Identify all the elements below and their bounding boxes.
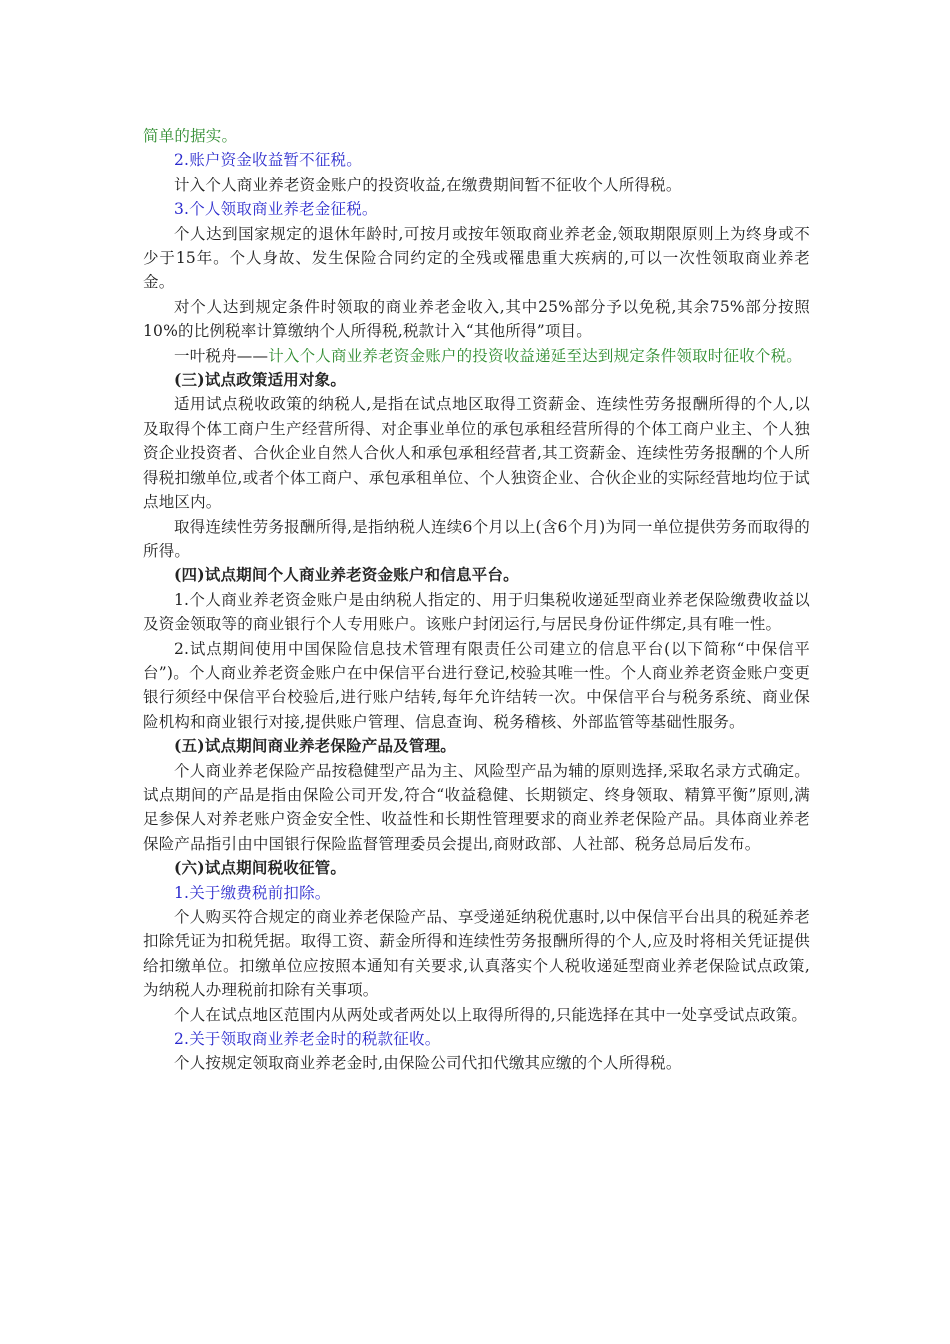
paragraph-5: 个人达到国家规定的退休年龄时,可按月或按年领取商业养老金,领取期限原则上为终身或不少于15年。个人身故、发生保险合同约定的全残或罹患重大疾病的,可以一次性领取商业养老金。 (143, 224, 810, 292)
paragraph-10: 取得连续性劳务报酬所得,是指纳税人连续6个月以上(含6个月)为同一单位提供劳务而取得的所得。 (143, 517, 810, 560)
paragraph-3: 计入个人商业养老资金账户的投资收益,在缴费期间暂不征收个人所得税。 (174, 175, 682, 194)
section-heading-3: (三)试点政策适用对象。 (174, 370, 347, 390)
section-heading-5: (五)试点期间商业养老保险产品及管理。 (174, 736, 456, 756)
subheading-pre-tax-deduction: 1.关于缴费税前扣除。 (174, 883, 331, 902)
subheading-pension-tax: 3.个人领取商业养老金征税。 (174, 200, 378, 219)
paragraph-7 (143, 344, 810, 368)
paragraph-13: 2.试点期间使用中国保险信息技术管理有限责任公司建立的信息平台(以下简称“中保信平台”)。个人商业养老资金账户在中保信平台进行登记,校验其唯一性。个人商业养老资金账户变更银行须经中保信平台校验后,进行账户结转,每年允许结转一次。中保信平台与税务系统、商业保险机构和商业银行对接,提供账户管理、信息查询、税务稽核、外部监管等基础性服务。 (143, 639, 810, 731)
tip-prefix: 一叶税舟—— (174, 346, 269, 365)
paragraph-21: 个人按规定领取商业养老金时,由保险公司代扣代缴其应缴的个人所得税。 (174, 1054, 682, 1073)
paragraph-9: 适用试点税收政策的纳税人,是指在试点地区取得工资薪金、连续性劳务报酬所得的个人,以及取得个体工商户生产经营所得、对企事业单位的承包承租经营所得的个体工商户业主、个人独资企业投资者、合伙企业自然人合伙人和承包承租经营者,其工资薪金、连续性劳务报酬的个人所得税扣缴单位,或者个体工商户、承包承租单位、个人独资企业、合伙企业的实际经营地均位于试点地区内。 (143, 395, 810, 512)
tip-text: 计入个人商业养老资金账户的投资收益递延至达到规定条件领取时征收个税。 (268, 346, 803, 365)
subheading-pension-collection: 2.关于领取商业养老金时的税款征收。 (174, 1030, 441, 1049)
section-heading-4: (四)试点期间个人商业养老资金账户和信息平台。 (174, 565, 519, 585)
section-heading-6: (六)试点期间税收征管。 (174, 858, 347, 878)
paragraph-12: 1.个人商业养老资金账户是由纳税人指定的、用于归集税收递延型商业养老保险缴费收益以及资金领取等的商业银行个人专用账户。该账户封闭运行,与居民身份证件绑定,具有唯一性。 (143, 590, 810, 634)
paragraph-1: 简单的据实。 (143, 127, 238, 145)
subheading-account-income: 2.账户资金收益暂不征税。 (174, 151, 362, 170)
paragraph-6: 对个人达到规定条件时领取的商业养老金收入,其中25%部分予以免税,其余75%部分按照10%的比例税率计算缴纳个人所得税,税款计入“其他所得”项目。 (143, 297, 810, 341)
paragraph-15: 个人商业养老保险产品按稳健型产品为主、风险型产品为辅的原则选择,采取名录方式确定。试点期间的产品是指由保险公司开发,符合“收益稳健、长期锁定、终身领取、精算平衡”原则,满足参保人对养老账户资金安全性、收益性和长期性管理要求的商业养老保险产品。具体商业养老保险产品指引由中国银行保险监督管理委员会提出,商财政部、人社部、税务总局后发布。 (143, 761, 810, 853)
paragraph-18: 个人购买符合规定的商业养老保险产品、享受递延纳税优惠时,以中保信平台出具的税延养老扣除凭证为扣税凭据。取得工资、薪金所得和连续性劳务报酬所得的个人,应及时将相关凭证提供给扣缴单位。扣缴单位应按照本通知有关要求,认真落实个人税收递延型商业养老保险试点政策,为纳税人办理税前扣除有关事项。 (143, 908, 810, 1000)
paragraph-19: 个人在试点地区范围内从两处或者两处以上取得所得的,只能选择在其中一处享受试点政策。 (174, 1005, 808, 1024)
